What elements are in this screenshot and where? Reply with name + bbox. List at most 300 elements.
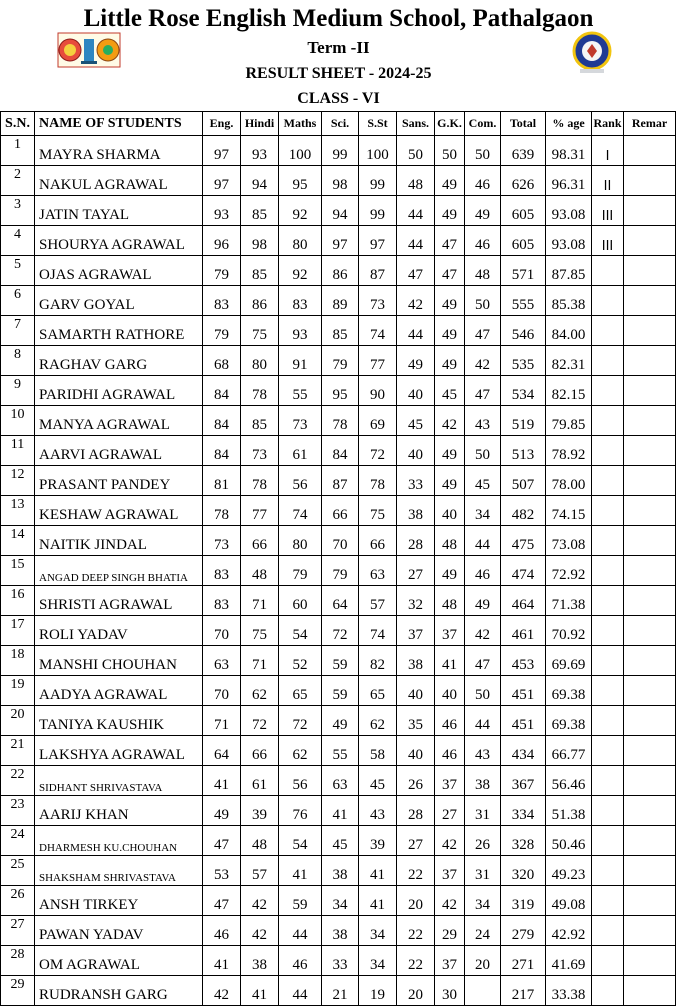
percentage: 56.46	[546, 766, 592, 796]
science-mark: 66	[322, 496, 359, 526]
computer-mark: 50	[465, 286, 501, 316]
social-studies-mark: 73	[359, 286, 397, 316]
science-mark: 94	[322, 196, 359, 226]
remark	[624, 316, 676, 346]
sanskrit-mark: 26	[397, 766, 435, 796]
remark	[624, 286, 676, 316]
serial-number: 29	[1, 976, 35, 1006]
serial-number: 17	[1, 616, 35, 646]
rank	[592, 736, 624, 766]
serial-number: 18	[1, 646, 35, 676]
sanskrit-mark: 47	[397, 256, 435, 286]
sanskrit-mark: 42	[397, 286, 435, 316]
column-header: Com.	[465, 112, 501, 136]
percentage: 42.92	[546, 916, 592, 946]
remark	[624, 796, 676, 826]
term-title: Term -II	[307, 38, 370, 57]
column-header: Sans.	[397, 112, 435, 136]
sanskrit-mark: 22	[397, 916, 435, 946]
rank	[592, 556, 624, 586]
social-studies-mark: 65	[359, 676, 397, 706]
serial-number: 14	[1, 526, 35, 556]
remark	[624, 436, 676, 466]
total-mark: 475	[501, 526, 546, 556]
sanskrit-mark: 32	[397, 586, 435, 616]
student-name: LAKSHYA AGRAWAL	[35, 736, 203, 766]
remark	[624, 916, 676, 946]
english-mark: 97	[203, 166, 241, 196]
total-mark: 605	[501, 226, 546, 256]
computer-mark: 50	[465, 136, 501, 166]
table-row	[1, 766, 676, 796]
science-mark: 95	[322, 376, 359, 406]
table-row	[1, 286, 676, 316]
science-mark: 70	[322, 526, 359, 556]
serial-number: 2	[1, 166, 35, 196]
serial-number: 12	[1, 466, 35, 496]
hindi-mark: 93	[241, 136, 279, 166]
hindi-mark: 75	[241, 616, 279, 646]
serial-number: 19	[1, 676, 35, 706]
gk-mark: 49	[435, 166, 465, 196]
column-header: S.St	[359, 112, 397, 136]
science-mark: 49	[322, 706, 359, 736]
rank	[592, 826, 624, 856]
social-studies-mark: 78	[359, 466, 397, 496]
serial-number: 26	[1, 886, 35, 916]
computer-mark: 34	[465, 886, 501, 916]
percentage: 84.00	[546, 316, 592, 346]
total-mark: 320	[501, 856, 546, 886]
hindi-mark: 94	[241, 166, 279, 196]
maths-mark: 91	[279, 346, 322, 376]
english-mark: 96	[203, 226, 241, 256]
total-mark: 217	[501, 976, 546, 1006]
maths-mark: 74	[279, 496, 322, 526]
gk-mark: 42	[435, 886, 465, 916]
maths-mark: 95	[279, 166, 322, 196]
column-header: Sci.	[322, 112, 359, 136]
remark	[624, 766, 676, 796]
table-row	[1, 856, 676, 886]
rank	[592, 286, 624, 316]
social-studies-mark: 74	[359, 316, 397, 346]
table-row	[1, 616, 676, 646]
maths-mark: 65	[279, 676, 322, 706]
student-name: TANIYA KAUSHIK	[35, 706, 203, 736]
hindi-mark: 85	[241, 256, 279, 286]
computer-mark: 42	[465, 616, 501, 646]
hindi-mark: 42	[241, 916, 279, 946]
serial-number: 3	[1, 196, 35, 226]
social-studies-mark: 72	[359, 436, 397, 466]
english-mark: 97	[203, 136, 241, 166]
computer-mark: 50	[465, 676, 501, 706]
student-name: KESHAW AGRAWAL	[35, 496, 203, 526]
column-header: % age	[546, 112, 592, 136]
total-mark: 639	[501, 136, 546, 166]
total-mark: 513	[501, 436, 546, 466]
gk-mark: 48	[435, 586, 465, 616]
maths-mark: 55	[279, 376, 322, 406]
science-mark: 38	[322, 916, 359, 946]
remark	[624, 826, 676, 856]
sanskrit-mark: 48	[397, 166, 435, 196]
social-studies-mark: 82	[359, 646, 397, 676]
remark	[624, 586, 676, 616]
sanskrit-mark: 44	[397, 196, 435, 226]
serial-number: 25	[1, 856, 35, 886]
rank	[592, 766, 624, 796]
science-mark: 79	[322, 346, 359, 376]
serial-number: 16	[1, 586, 35, 616]
percentage: 78.00	[546, 466, 592, 496]
hindi-mark: 75	[241, 316, 279, 346]
hindi-mark: 78	[241, 376, 279, 406]
maths-mark: 100	[279, 136, 322, 166]
total-mark: 367	[501, 766, 546, 796]
rank: III	[592, 226, 624, 256]
table-row	[1, 316, 676, 346]
rank	[592, 256, 624, 286]
maths-mark: 92	[279, 196, 322, 226]
sanskrit-mark: 33	[397, 466, 435, 496]
table-row	[1, 886, 676, 916]
maths-mark: 56	[279, 466, 322, 496]
computer-mark: 45	[465, 466, 501, 496]
english-mark: 78	[203, 496, 241, 526]
table-row	[1, 586, 676, 616]
computer-mark: 44	[465, 706, 501, 736]
table-row	[1, 526, 676, 556]
social-studies-mark: 100	[359, 136, 397, 166]
gk-mark: 30	[435, 976, 465, 1006]
computer-mark: 47	[465, 376, 501, 406]
rank	[592, 946, 624, 976]
total-mark: 626	[501, 166, 546, 196]
gk-mark: 37	[435, 766, 465, 796]
student-name: SHAKSHAM SHRIVASTAVA	[35, 856, 203, 886]
column-header: S.N.	[1, 112, 35, 136]
hindi-mark: 85	[241, 196, 279, 226]
social-studies-mark: 99	[359, 196, 397, 226]
percentage: 93.08	[546, 196, 592, 226]
sanskrit-mark: 40	[397, 376, 435, 406]
maths-mark: 80	[279, 226, 322, 256]
computer-mark: 46	[465, 166, 501, 196]
rank: III	[592, 196, 624, 226]
maths-mark: 59	[279, 886, 322, 916]
remark	[624, 256, 676, 286]
rank	[592, 346, 624, 376]
maths-mark: 72	[279, 706, 322, 736]
total-mark: 453	[501, 646, 546, 676]
computer-mark: 31	[465, 856, 501, 886]
sanskrit-mark: 38	[397, 496, 435, 526]
remark	[624, 376, 676, 406]
result-header	[0, 0, 677, 111]
gk-mark: 41	[435, 646, 465, 676]
social-studies-mark: 39	[359, 826, 397, 856]
science-mark: 55	[322, 736, 359, 766]
sanskrit-mark: 20	[397, 976, 435, 1006]
table-row	[1, 556, 676, 586]
rank	[592, 616, 624, 646]
total-mark: 271	[501, 946, 546, 976]
remark	[624, 736, 676, 766]
gk-mark: 49	[435, 316, 465, 346]
percentage: 71.38	[546, 586, 592, 616]
class-title: CLASS - VI	[297, 90, 380, 107]
english-mark: 71	[203, 706, 241, 736]
social-studies-mark: 41	[359, 856, 397, 886]
percentage: 69.38	[546, 676, 592, 706]
computer-mark: 47	[465, 316, 501, 346]
percentage: 49.23	[546, 856, 592, 886]
rank	[592, 466, 624, 496]
table-row	[1, 226, 676, 256]
gk-mark: 46	[435, 736, 465, 766]
remark	[624, 226, 676, 256]
hindi-mark: 71	[241, 586, 279, 616]
remark	[624, 856, 676, 886]
maths-mark: 83	[279, 286, 322, 316]
maths-mark: 46	[279, 946, 322, 976]
social-studies-mark: 69	[359, 406, 397, 436]
sanskrit-mark: 28	[397, 526, 435, 556]
gk-mark: 48	[435, 526, 465, 556]
percentage: 82.15	[546, 376, 592, 406]
english-mark: 53	[203, 856, 241, 886]
science-mark: 41	[322, 796, 359, 826]
science-mark: 63	[322, 766, 359, 796]
remark	[624, 346, 676, 376]
computer-mark: 48	[465, 256, 501, 286]
serial-number: 1	[1, 136, 35, 166]
maths-mark: 44	[279, 976, 322, 1006]
science-mark: 72	[322, 616, 359, 646]
social-studies-mark: 43	[359, 796, 397, 826]
total-mark: 319	[501, 886, 546, 916]
student-name: SIDHANT SHRIVASTAVA	[35, 766, 203, 796]
student-name: DHARMESH KU.CHOUHAN	[35, 826, 203, 856]
serial-number: 10	[1, 406, 35, 436]
serial-number: 27	[1, 916, 35, 946]
total-mark: 474	[501, 556, 546, 586]
rank	[592, 976, 624, 1006]
percentage: 41.69	[546, 946, 592, 976]
table-row	[1, 256, 676, 286]
percentage: 82.31	[546, 346, 592, 376]
remark	[624, 646, 676, 676]
hindi-mark: 39	[241, 796, 279, 826]
maths-mark: 52	[279, 646, 322, 676]
table-row	[1, 676, 676, 706]
sanskrit-mark: 44	[397, 316, 435, 346]
serial-number: 6	[1, 286, 35, 316]
sanskrit-mark: 49	[397, 346, 435, 376]
science-mark: 38	[322, 856, 359, 886]
science-mark: 21	[322, 976, 359, 1006]
column-header: Rank	[592, 112, 624, 136]
rank: I	[592, 136, 624, 166]
rank	[592, 496, 624, 526]
english-mark: 49	[203, 796, 241, 826]
gk-mark: 49	[435, 556, 465, 586]
hindi-mark: 86	[241, 286, 279, 316]
english-mark: 84	[203, 376, 241, 406]
student-name: AARVI AGRAWAL	[35, 436, 203, 466]
science-mark: 98	[322, 166, 359, 196]
rank	[592, 886, 624, 916]
serial-number: 28	[1, 946, 35, 976]
english-mark: 79	[203, 316, 241, 346]
student-name: SAMARTH RATHORE	[35, 316, 203, 346]
percentage: 79.85	[546, 406, 592, 436]
maths-mark: 54	[279, 826, 322, 856]
gk-mark: 49	[435, 196, 465, 226]
rank	[592, 586, 624, 616]
social-studies-mark: 99	[359, 166, 397, 196]
english-mark: 84	[203, 436, 241, 466]
english-mark: 70	[203, 676, 241, 706]
column-header: Total	[501, 112, 546, 136]
total-mark: 546	[501, 316, 546, 346]
social-studies-mark: 34	[359, 916, 397, 946]
social-studies-mark: 74	[359, 616, 397, 646]
student-name: ANSH TIRKEY	[35, 886, 203, 916]
remark	[624, 526, 676, 556]
social-studies-mark: 58	[359, 736, 397, 766]
gk-mark: 37	[435, 616, 465, 646]
percentage: 49.08	[546, 886, 592, 916]
percentage: 50.46	[546, 826, 592, 856]
remark	[624, 196, 676, 226]
computer-mark: 49	[465, 586, 501, 616]
english-mark: 63	[203, 646, 241, 676]
hindi-mark: 80	[241, 346, 279, 376]
science-mark: 99	[322, 136, 359, 166]
table-row	[1, 436, 676, 466]
total-mark: 464	[501, 586, 546, 616]
sanskrit-mark: 45	[397, 406, 435, 436]
table-row	[1, 706, 676, 736]
percentage: 66.77	[546, 736, 592, 766]
table-row	[1, 916, 676, 946]
sanskrit-mark: 28	[397, 796, 435, 826]
serial-number: 20	[1, 706, 35, 736]
column-header: Hindi	[241, 112, 279, 136]
percentage: 70.92	[546, 616, 592, 646]
student-name: AARIJ KHAN	[35, 796, 203, 826]
maths-mark: 76	[279, 796, 322, 826]
science-mark: 85	[322, 316, 359, 346]
social-studies-mark: 75	[359, 496, 397, 526]
rank	[592, 706, 624, 736]
computer-mark: 20	[465, 946, 501, 976]
maths-mark: 79	[279, 556, 322, 586]
student-name: NAKUL AGRAWAL	[35, 166, 203, 196]
rank	[592, 316, 624, 346]
student-name: PRASANT PANDEY	[35, 466, 203, 496]
science-mark: 45	[322, 826, 359, 856]
english-mark: 93	[203, 196, 241, 226]
english-mark: 41	[203, 946, 241, 976]
english-mark: 81	[203, 466, 241, 496]
student-name: PARIDHI AGRAWAL	[35, 376, 203, 406]
english-mark: 46	[203, 916, 241, 946]
total-mark: 334	[501, 796, 546, 826]
column-header: NAME OF STUDENTS	[35, 112, 203, 136]
student-name: SHRISTI AGRAWAL	[35, 586, 203, 616]
table-row	[1, 946, 676, 976]
maths-mark: 44	[279, 916, 322, 946]
maths-mark: 61	[279, 436, 322, 466]
science-mark: 79	[322, 556, 359, 586]
student-name: ROLI YADAV	[35, 616, 203, 646]
remark	[624, 136, 676, 166]
table-row	[1, 976, 676, 1006]
hindi-mark: 73	[241, 436, 279, 466]
hindi-mark: 77	[241, 496, 279, 526]
science-mark: 33	[322, 946, 359, 976]
column-header: Maths	[279, 112, 322, 136]
total-mark: 328	[501, 826, 546, 856]
maths-mark: 93	[279, 316, 322, 346]
hindi-mark: 72	[241, 706, 279, 736]
sanskrit-mark: 38	[397, 646, 435, 676]
remark	[624, 406, 676, 436]
maths-mark: 62	[279, 736, 322, 766]
percentage: 78.92	[546, 436, 592, 466]
computer-mark: 47	[465, 646, 501, 676]
english-mark: 84	[203, 406, 241, 436]
social-studies-mark: 62	[359, 706, 397, 736]
serial-number: 11	[1, 436, 35, 466]
rank	[592, 526, 624, 556]
social-studies-mark: 63	[359, 556, 397, 586]
serial-number: 21	[1, 736, 35, 766]
remark	[624, 496, 676, 526]
gk-mark: 27	[435, 796, 465, 826]
hindi-mark: 41	[241, 976, 279, 1006]
table-header-row	[1, 112, 676, 136]
result-table	[0, 111, 676, 1006]
total-mark: 605	[501, 196, 546, 226]
gk-mark: 46	[435, 706, 465, 736]
table-row	[1, 406, 676, 436]
table-row	[1, 796, 676, 826]
science-mark: 59	[322, 646, 359, 676]
student-name: RAGHAV GARG	[35, 346, 203, 376]
gk-mark: 29	[435, 916, 465, 946]
computer-mark: 34	[465, 496, 501, 526]
table-row	[1, 466, 676, 496]
computer-mark: 50	[465, 436, 501, 466]
english-mark: 41	[203, 766, 241, 796]
rank	[592, 916, 624, 946]
total-mark: 434	[501, 736, 546, 766]
sanskrit-mark: 22	[397, 856, 435, 886]
rank	[592, 646, 624, 676]
gk-mark: 47	[435, 256, 465, 286]
english-mark: 83	[203, 586, 241, 616]
hindi-mark: 48	[241, 826, 279, 856]
sanskrit-mark: 50	[397, 136, 435, 166]
science-mark: 84	[322, 436, 359, 466]
science-mark: 86	[322, 256, 359, 286]
total-mark: 482	[501, 496, 546, 526]
